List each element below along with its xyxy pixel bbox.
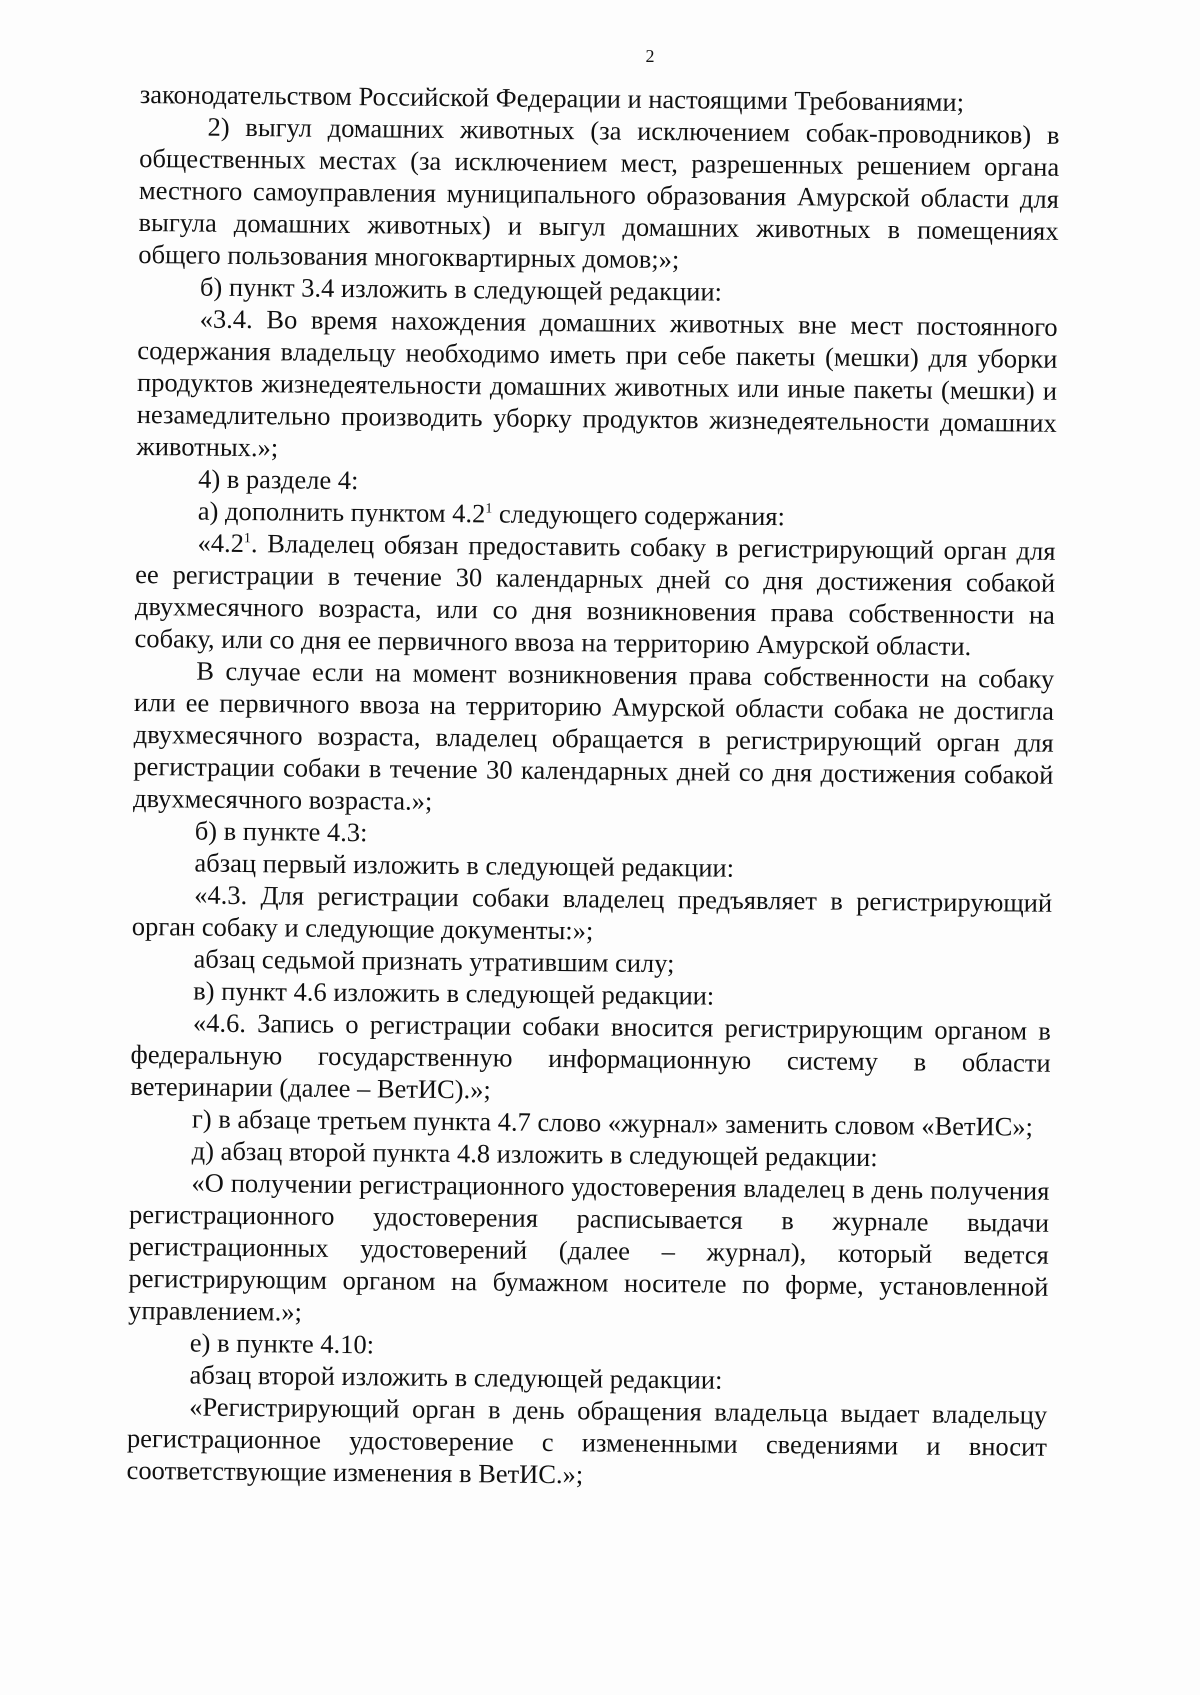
superscript: 1	[485, 501, 493, 517]
paragraph-seventh-abzac: абзац седьмой признать утратившим силу;	[193, 943, 675, 979]
paragraph-second-abzac: абзац второй изложить в следующей редакции:	[189, 1359, 723, 1395]
text-fragment: следующего содержания:	[492, 498, 786, 532]
paragraph-item-e-4-10: е) в пункте 4.10:	[189, 1327, 375, 1360]
paragraph-quote-4-6: «4.6. Запись о регистрации собаки вносится регистрирующим органом в федеральную государственную информационную систему в области ветеринарии (далее – ВетИС).»;	[130, 1007, 1052, 1105]
text-fragment: а) дополнить пунктом 4.2	[197, 495, 486, 529]
text-fragment: «4.2	[197, 527, 245, 559]
text-fragment: . Владелец обязан предоставить собаку в регистрирующий орган для ее регистрации в течение 30 календарных дней со дня достижения собакой двухмесячного возраста, или со дня возникновения права собственности на собаку, или со дня ее первичного ввоза на территорию Амурской области.	[134, 528, 1056, 662]
paragraph-case: В случае если на момент возникновения права собственности на собаку или ее первичного ввоза на территорию Амурской области собака не достигла двухмесячного возраста, владелец обращается в регистрирующий орган для регистрации собаки в течение 30 календарных дней со дня достижения собакой двухмесячного возраста.»;	[132, 655, 1055, 816]
paragraph-item-d-4-8: д) абзац второй пункта 4.8 изложить в следующей редакции:	[191, 1135, 878, 1173]
paragraph-item-b-3-4: б) пункт 3.4 изложить в следующей редакции:	[199, 271, 723, 307]
paragraph-quote-4-3: «4.3. Для регистрации собаки владелец предъявляет в регистрирующий орган собаку и следующие документы:»;	[131, 879, 1053, 946]
paragraph-quote-3-4: «3.4. Во время нахождения домашних животных вне мест постоянного содержания владельцу необходимо иметь при себе пакеты (мешки) для уборки продуктов жизнедеятельности домашних животных или иные пакеты (мешки) и незамедлительно производить уборку продуктов жизнедеятельности домашних животных.»;	[136, 303, 1058, 463]
paragraph-1: законодательством Российской Федерации и настоящими Требованиями;	[139, 78, 965, 117]
page-number: 2	[645, 46, 655, 66]
superscript: 1	[243, 531, 252, 547]
paragraph-quote-4-10: «Регистрирующий орган в день обращения владельца выдает владельцу регистрационное удостоверение с измененными сведениями и вносит соответствующие изменения в ВетИС.»;	[126, 1391, 1048, 1490]
paragraph-item-2: 2) выгул домашних животных (за исключением собак-проводников) в общественных местах (за исключением мест, разрешенных решением органа местного самоуправления муниципального образования Амурской области для выгула домашних животных) и выгул домашних животных в помещениях общего пользования многоквартирных домов;»;	[138, 111, 1060, 275]
paragraph-item-g-4-7: г) в абзаце третьем пункта 4.7 слово «журнал» заменить словом «ВетИС»;	[191, 1103, 1034, 1142]
paragraph-first-abzac: абзац первый изложить в следующей редакции:	[194, 847, 735, 883]
paragraph-section-4: 4) в разделе 4:	[198, 463, 359, 496]
paragraph-quote-4-2-1	[134, 526, 1055, 663]
paragraph-quote-4-8: «О получении регистрационного удостоверения владелец в день получения регистрационного удостоверения расписывается в журнале выдачи регистрационных удостоверений (далее – журнал), который ведется регистрирующим органом на бумажном носителе по форме, установленной управлением.»;	[128, 1167, 1050, 1327]
document-body	[126, 78, 1059, 1495]
paragraph-item-b-4-3: б) в пункте 4.3:	[194, 815, 368, 848]
paragraph-item-v-4-6: в) пункт 4.6 изложить в следующей редакции:	[193, 975, 715, 1011]
